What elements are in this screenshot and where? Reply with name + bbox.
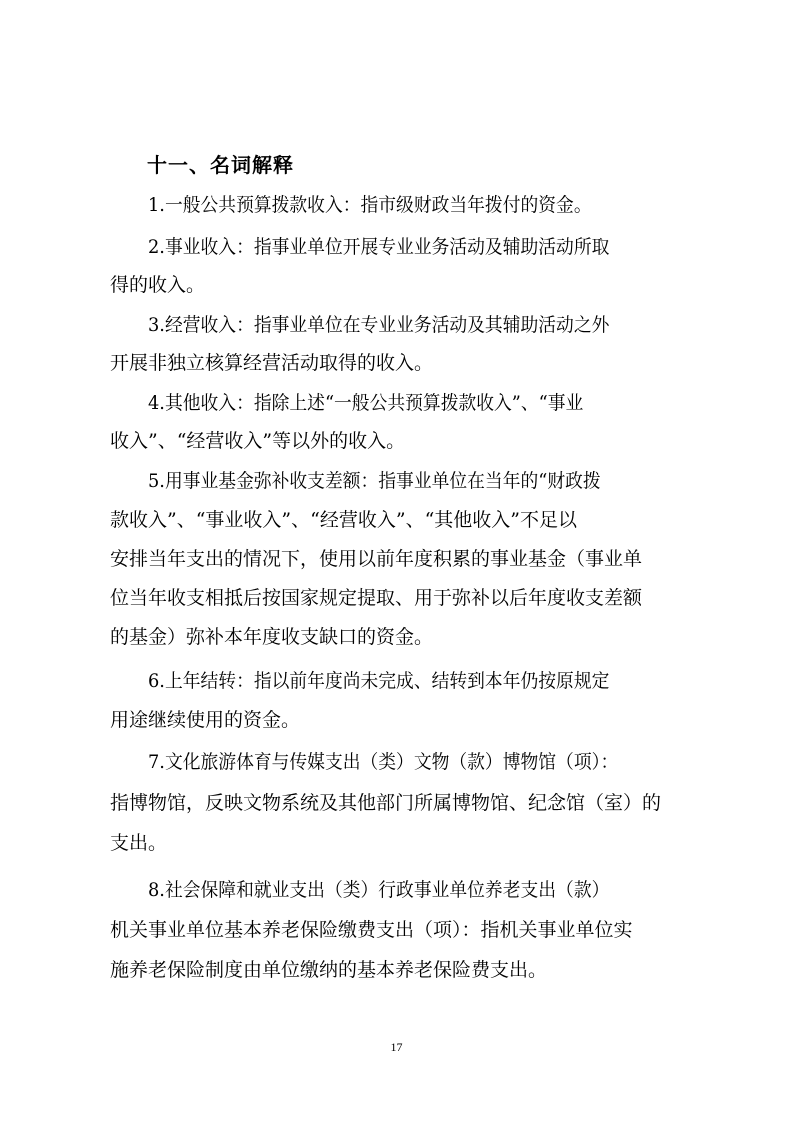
paragraph-6-line-2: 用途继续使用的资金。	[110, 709, 301, 731]
paragraph-7-line-3: 支出。	[110, 832, 168, 854]
page-number: 17	[390, 1040, 403, 1054]
paragraph-4-line-1: 4.其他收入：指除上述“一般公共预算拨款收入”、“事业	[148, 392, 584, 414]
paragraph-2-line-1: 2.事业收入：指事业单位开展专业业务活动及辅助活动所取	[148, 236, 610, 258]
paragraph-3-line-2: 开展非独立核算经营活动取得的收入。	[110, 352, 434, 374]
paragraph-8-line-1: 8.社会保障和就业支出（类）行政事业单位养老支出（款）	[148, 879, 610, 901]
paragraph-4-line-2: 收入”、“经营收入”等以外的收入。	[110, 430, 406, 452]
paragraph-1-line-1: 1.一般公共预算拨款收入：指市级财政当年拨付的资金。	[148, 194, 592, 216]
paragraph-2-line-2: 得的收入。	[110, 274, 206, 296]
paragraph-5-line-1: 5.用事业基金弥补收支差额：指事业单位在当年的“财政拨	[148, 470, 601, 492]
paragraph-7-line-1: 7.文化旅游体育与传媒支出（类）文物（款）博物馆（项）：	[148, 751, 619, 773]
paragraph-5-line-5: 的基金）弥补本年度收支缺口的资金。	[110, 626, 434, 648]
paragraph-6-line-1: 6.上年结转：指以前年度尚未完成、结转到本年仍按原规定	[148, 670, 610, 692]
paragraph-5-line-2: 款收入”、“事业收入”、“经营收入”、“其他收入”不足以	[110, 509, 577, 531]
paragraph-5-line-3: 安排当年支出的情况下，使用以前年度积累的事业基金（事业单	[110, 548, 643, 570]
section-heading: 十一、名词解释	[147, 153, 294, 177]
paragraph-8-line-3: 施养老保险制度由单位缴纳的基本养老保险费支出。	[110, 959, 548, 981]
paragraph-7-line-2: 指博物馆，反映文物系统及其他部门所属博物馆、纪念馆（室）的	[110, 792, 662, 814]
paragraph-5-line-4: 位当年收支相抵后按国家规定提取、用于弥补以后年度收支差额	[110, 587, 643, 609]
paragraph-8-line-2: 机关事业单位基本养老保险缴费支出（项）：指机关事业单位实	[110, 919, 633, 941]
paragraph-3-line-1: 3.经营收入：指事业单位在专业业务活动及其辅助活动之外	[148, 314, 610, 336]
